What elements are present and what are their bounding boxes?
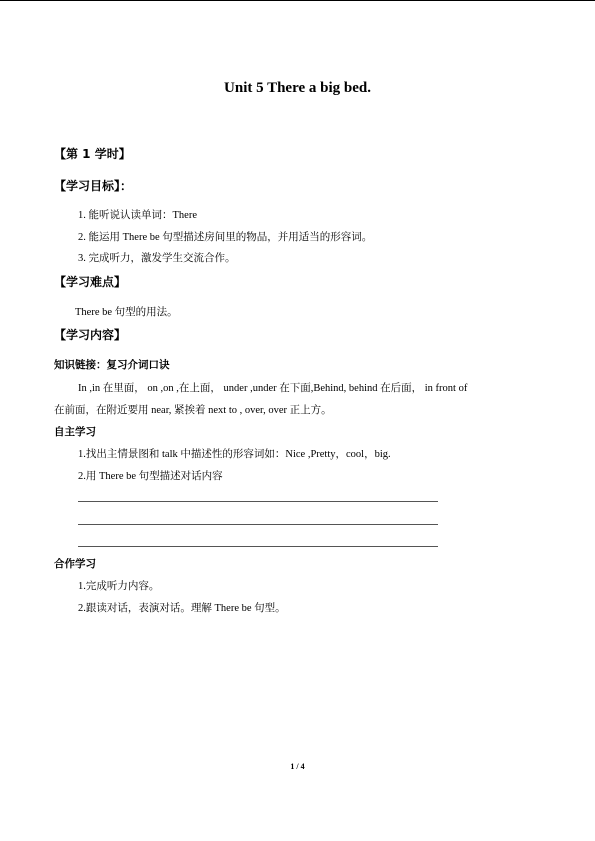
knowledge-heading: 知识链接：复习介词口诀 xyxy=(54,359,170,371)
heading-objectives: 【学习目标】： xyxy=(54,179,133,193)
answer-line-3[interactable] xyxy=(78,546,438,547)
heading-period: 【第 1 学时】 xyxy=(54,147,131,161)
heading-content: 【学习内容】 xyxy=(54,328,127,342)
self-study-item-1: 1.找出主情景图和 talk 中描述性的形容词如：Nice ,Pretty，cool，big. xyxy=(78,449,391,460)
cooperative-item-2: 2.跟读对话，表演对话。理解 There be 句型。 xyxy=(78,603,286,614)
top-rule xyxy=(0,0,595,1)
knowledge-line-1: In ,in 在里面， on ,on ,在上面， under ,under 在下面,Behind, behind 在后面， in front of xyxy=(78,383,468,394)
knowledge-line-2: 在前面，在附近要用 near, 紧挨着 next to , over, over 正上方。 xyxy=(54,405,332,416)
heading-difficulty: 【学习难点】 xyxy=(54,275,127,289)
answer-line-1[interactable] xyxy=(78,501,438,502)
page-title: Unit 5 There a big bed. xyxy=(224,80,371,96)
difficulty-text: There be 句型的用法。 xyxy=(75,307,178,318)
cooperative-item-1: 1.完成听力内容。 xyxy=(78,581,160,592)
objective-item-2: 2. 能运用 There be 句型描述房间里的物品，并用适当的形容词。 xyxy=(78,232,373,243)
cooperative-heading: 合作学习 xyxy=(54,558,96,570)
self-study-heading: 自主学习 xyxy=(54,426,96,438)
self-study-item-2: 2.用 There be 句型描述对话内容 xyxy=(78,471,223,482)
objective-item-1: 1. 能听说认读单词：There xyxy=(78,210,197,221)
answer-line-2[interactable] xyxy=(78,524,438,525)
page-number: 1 / 4 xyxy=(290,762,305,771)
objective-item-3: 3. 完成听力，激发学生交流合作。 xyxy=(78,253,236,264)
